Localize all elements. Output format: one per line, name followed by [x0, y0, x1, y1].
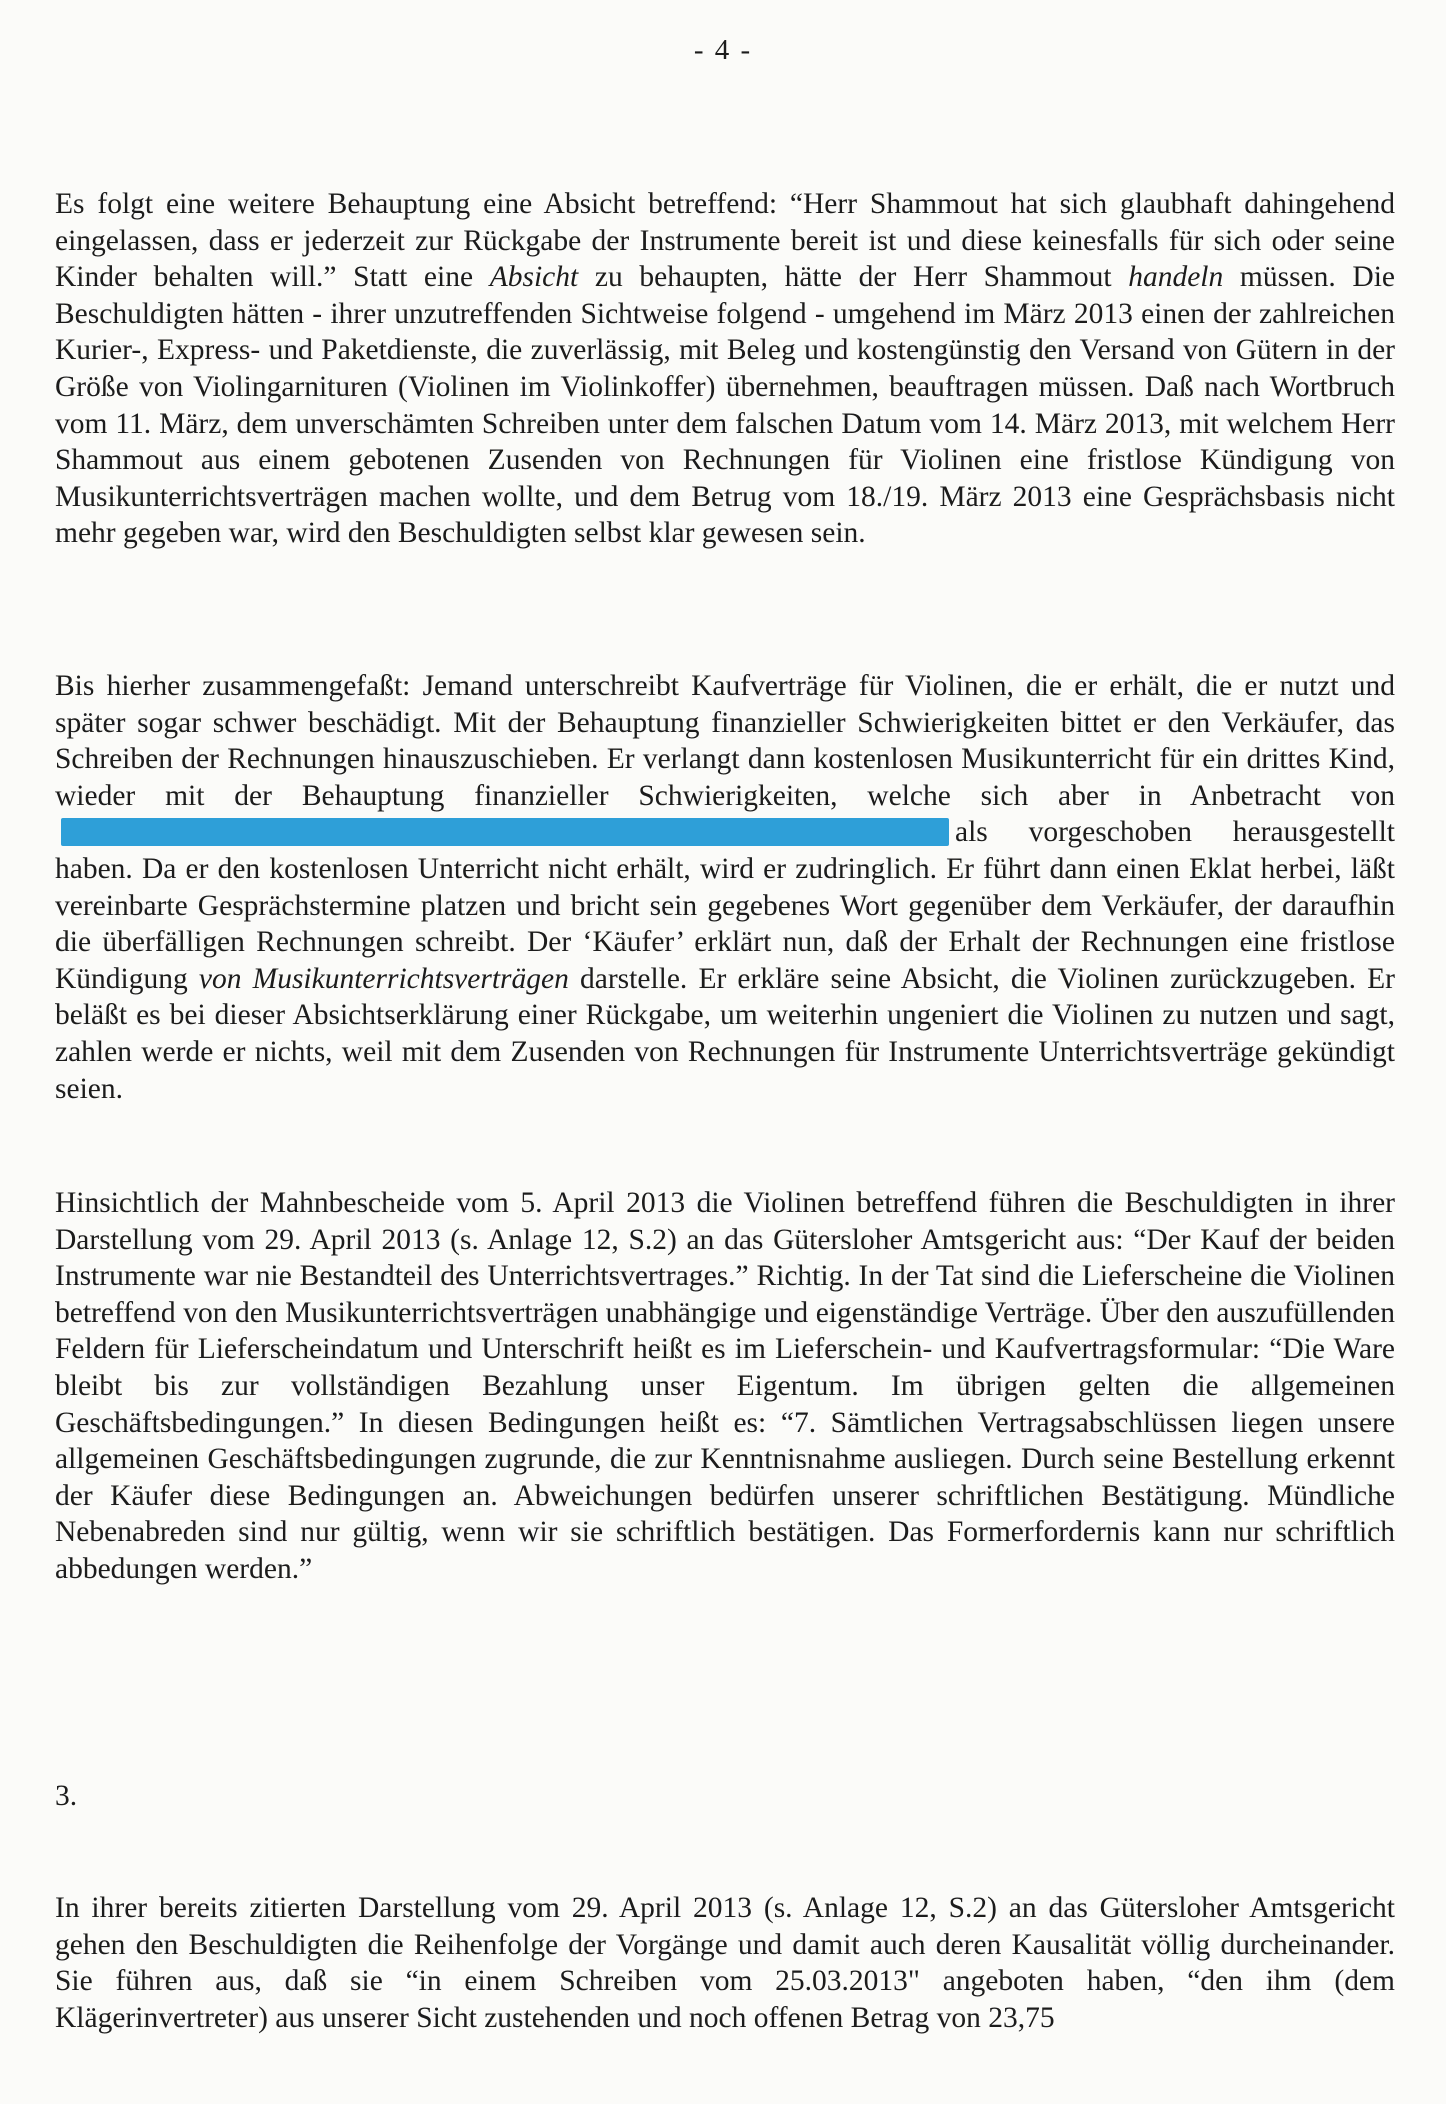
emphasis-text: von Musikunterrichtsverträgen [198, 962, 569, 995]
text-run: zu behaupten, hätte der Herr Shammout [578, 261, 1129, 294]
text-run: müssen. Die Beschuldigten hätten - ihrer unzutreffenden Sichtweise folgend - umgehend im März 2013 einen der zahlreichen Kurier-, Express- und Paketdienste, die zuverlässig, mit Beleg und kostengünstig den Versand von Gütern in der Größe von Violingarnituren (Violinen im Violinkoffer) übernehmen, beauftragen müssen. Daß nach Wortbruch vom 11. März, dem unverschämten Schreiben unter dem falschen Datum vom 14. März 2013, mit welchem Herr Shammout aus einem gebotenen Zusenden von Rechnungen für Violinen eine fristlose Kündigung von Musikunterrichtsverträgen machen wollte, und dem Betrug vom 18./19. März 2013 eine Gesprächsbasis nicht mehr gegeben war, wird den Beschuldigten selbst klar gewesen sein. [55, 261, 1396, 550]
section-number: 3. [55, 1780, 78, 1812]
emphasis-text: Absicht [489, 261, 579, 294]
text-run: Bis hierher zusammengefaßt: Jemand unterschreibt Kaufverträge für Violinen, die er erhält, die er nutzt und später sogar schwer beschädigt. Mit der Behauptung finanzieller Schwierigkeiten bittet er den Verkäufer, das Schreiben der Rechnungen hinauszuschieben. Er verlangt dann kostenlosen Musikunterricht für ein drittes Kind, wieder mit der Behauptung finanzieller Schwierigkeiten, welche sich aber in Anbetracht von [55, 670, 1395, 812]
page-number: - 4 - [693, 34, 753, 66]
paragraph-dunning-notices: Hinsichtlich der Mahnbescheide vom 5. April 2013 die Violinen betreffend führen die Beschuldigten in ihrer Darstellung vom 29. April 2013 (s. Anlage 12, S.2) an das Gütersloher Amtsgericht aus: “Der Kauf der beiden Instrumente war nie Bestandteil des Unterrichtsvertrages.” Richtig. In der Tat sind die Lieferscheine die Violinen betreffend von den Musikunterrichtsverträgen unabhängige und eigenständige Verträge. Über den auszufüllenden Feldern für Lieferscheindatum und Unterschrift heißt es im Lieferschein- und Kaufvertragsformular: “Die Ware bleibt bis zur vollständigen Bezahlung unser Eigentum. Im übrigen gelten die allgemeinen Geschäftsbedingungen.” In diesen Bedingungen heißt es: “7. Sämtlichen Vertragsabschlüssen liegen unsere allgemeinen Geschäftsbedingungen zugrunde, die zur Kenntnisnahme ausliegen. Durch seine Bestellung erkennt der Käufer diese Bedingungen an. Abweichungen bedürfen unserer schriftlichen Bestätigung. Mündliche Nebenabreden sind nur gültig, wenn wir sie schriftlich bestätigen. Das Formerfordernis kann nur schriftlich abbedungen werden.” [55, 1187, 1395, 1585]
paragraph-intent-claim [55, 186, 1395, 552]
text-run: als vorgeschoben herausgestellt haben. Da er den kostenlosen Unterricht nicht erhält, wird er zudringlich. Er führt dann einen Eklat herbei, läßt vereinbarte Gesprächstermine platzen und bricht sein gegebenes Wort gegenüber dem Verkäufer, der daraufhin die überfälligen Rechnungen schreibt. Der ‘Käufer’ erklärt nun, daß der Erhalt der Rechnungen eine fristlose Kündigung [55, 816, 1395, 995]
text-run: darstelle. Er erkläre seine Absicht, die Violinen zurückzugeben. Er beläßt es bei dieser Absichtserklärung einer Rückgabe, um weiterhin ungeniert die Violinen zu nutzen und sagt, zahlen werde er nichts, weil mit dem Zusenden von Rechnungen für Instrumente Unterrichtsverträge gekündigt seien. [55, 962, 1395, 1105]
paragraph-summary [55, 668, 1395, 1107]
emphasis-text: handeln [1128, 261, 1224, 294]
text-run: Es folgt eine weitere Behauptung eine Absicht betreffend: “Herr Shammout hat sich glaubhaft dahingehend eingelassen, dass er jederzeit zur Rückgabe der Instrumente bereit ist und diese keinesfalls für sich oder seine Kinder behalten will.” Statt eine [55, 188, 1395, 294]
paragraph-court-statement: In ihrer bereits zitierten Darstellung vom 29. April 2013 (s. Anlage 12, S.2) an das Gütersloher Amtsgericht gehen den Beschuldigten die Reihenfolge der Vorgänge und damit auch deren Kausalität völlig durcheinander. Sie führen aus, daß sie “in einem Schreiben vom 25.03.2013" angeboten haben, “den ihm (dem Klägerinvertreter) aus unserer Sicht zustehenden und noch offenen Betrag von 23,75 [55, 1892, 1395, 2034]
redaction-bar [61, 818, 949, 846]
